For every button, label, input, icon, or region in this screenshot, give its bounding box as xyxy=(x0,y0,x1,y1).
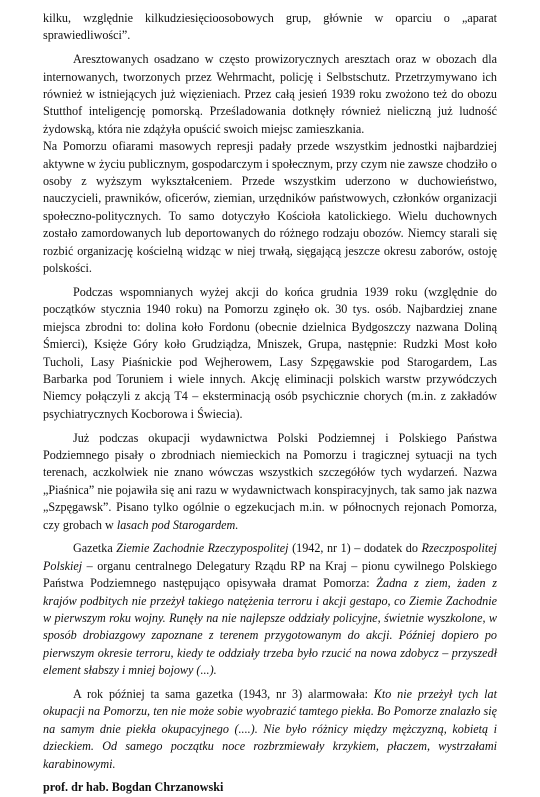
paragraph-5-text: Już podczas okupacji wydawnictwa Polski Podziemnej i Polskiego Państwa Podziemnego pisały o zbrodniach niemieckich na Pomorzu i tragicznej sytuacji na tych terenach, aczkolwiek nie znano wówczas wszystkich szczegółów tych wydarzeń. Nazwa „Piaśnica” nie pojawiła się ani razu w wydawnictwach konspiracyjnych, tak samo jak nazwa „Szpęgawsk”. Pisano tylko ogólnie o egzekucjach m.in. w północnych rejonach Pomorza, czy grobach w xyxy=(43,430,497,532)
paragraph-4: Podczas wspomnianych wyżej akcji do końca grudnia 1939 roku (względnie do początków stycznia 1940 roku) na Pomorzu zginęło ok. 30 tys. osób. Najbardziej znane miejsca zbrodni to: dolina koło Fordonu (obecnie dzielnica Bydgoszczy nazwana Doliną Śmierci), Księże Góry koło Grudziądza, Mniszek, Grupa, następnie: Rudzki Most koło Tucholi, Lasy Piaśnickie pod Wejherowem, Lasy Szpęgawskie pod Starogardem, Las Barbarka pod Toruniem i wiele innych. Akcję eliminacji polskich warstw przywódczych Niemcy połączyli z akcją T4 – eksterminacją osób psychicznie chorych (m.in. z zakładów psychiatrycznych Kocborowa i Świecia). xyxy=(43,284,497,421)
paragraph-7-text: A rok później ta sama gazetka (1943, nr 3) alarmowała: xyxy=(73,686,368,701)
paragraph-6 xyxy=(43,540,497,679)
paragraph-6-text-a: Gazetka xyxy=(73,541,113,556)
paragraph-1: kilku, względnie kilkudziesięcioosobowych grup, głównie w oparciu o „aparat sprawiedliwości”. xyxy=(43,11,497,43)
newspaper-title-rzeczpospolita: Rzeczpospolitej Polskiej xyxy=(43,541,497,573)
quotation-2: Kto nie przeżył tych lat okupacji na Pomorzu, ten nie może sobie wyobrazić tamtego piekła. Bo Pomorze znalazło się na samym dnie piekła okupacyjnego (....). Nie było różnicy między mężczyzną, kobietą i dzieckiem. Od samego początku noce rozbrzmiewały krzykiem, płaczem, wystrzałami karabinowymi. xyxy=(43,686,497,771)
paragraph-6-text-e: – organu centralnego Delegatury Rządu RP na Kraj – pionu cywilnego Polskiego Państwa Podziemnego następująco opisywała dramat Pomorza: xyxy=(43,558,497,591)
paragraph-6-text-c: (1942, nr 1) – dodatek do xyxy=(292,541,418,556)
newspaper-title-ziemie: Ziemie Zachodnie Rzeczypospolitej xyxy=(116,541,289,556)
paragraph-7 xyxy=(43,686,497,773)
paragraph-2: Aresztowanych osadzano w często prowizorycznych aresztach oraz w obozach dla internowanych, tworzonych przez Wehrmacht, policję i Selbstschutz. Przetrzymywano ich również w istniejących już więzieniach. Przez całą jesień 1939 roku zwożono też do obozu Stutthof inteligencję pomorską. Prześladowania dotknęły również nieliczną już ludność żydowską, która nie zdążyła opuścić swoich miejsc zamieszkania. xyxy=(43,52,497,136)
author-signature: prof. dr hab. Bogdan Chrzanowski xyxy=(43,780,224,795)
document-page xyxy=(43,10,497,797)
quotation-1: Żadna z ziem, żaden z krajów podbitych nie przeżył takiego natężenia terroru i akcji gestapo, co Ziemie Zachodnie w pierwszym roku wojny. Runęły na nie najlepsze oddziały policyjne, świetnie wyszkolone, w sposób drobiazgowy zapoznane z terenem przygotowanym do akcji. Później dopiero po pierwszym okresie terroru, kiedy te oddziały trzeba było rzucić na nowa zdobycz – przyszedł element słabszy i mniej bojowy (...). xyxy=(43,576,497,678)
paragraph-3: Na Pomorzu ofiarami masowych represji padały przede wszystkim jednostki najbardziej aktywne w życiu publicznym, gospodarczym i społecznym, przy czym nie zawsze chodziło o osoby z wyższym wykształceniem. Przede wszystkim uderzono w duchowieństwo, nauczycieli, prawników, oficerów, ziemian, urzędników państwowych, członków organizacji społeczno-politycznych. To samo dotyczyło Kościoła katolickiego. Wielu duchownych zostało zamordowanych lub deportowanych do różnego rodzaju obozów. Niemcy starali się rozbić organizację kościelną widząc w niej trwałą, sięgającą jeszcze okresu zaborów, ostoję polskości. xyxy=(43,139,497,276)
paragraph-5-italic: lasach pod Starogardem. xyxy=(116,517,239,532)
paragraph-5 xyxy=(43,430,497,534)
